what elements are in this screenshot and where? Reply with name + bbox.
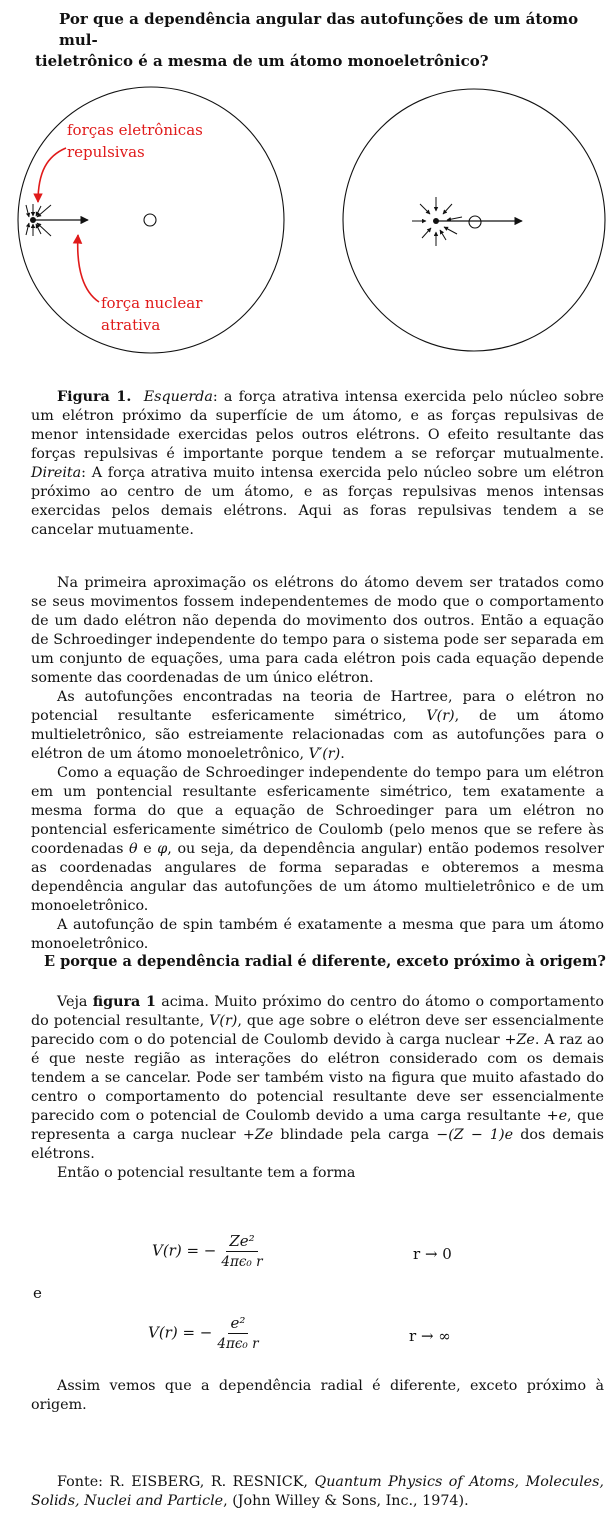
eq2-denominator: 4πϵ₀ r xyxy=(217,1336,259,1352)
caption-right-text: : A força atrativa muito intensa exercida pelo núcleo sobre um elétron próximo ao centro de um átomo, e as forças repulsivas menos intensas exercidas pelos demais elétrons. Aqui as foras repulsivas tendem a se cancelar mutuamente. xyxy=(31,465,604,538)
paragraph-7: Assim vemos que a dependência radial é diferente, exceto próximo à origem. xyxy=(31,1378,604,1413)
figure-caption xyxy=(31,388,604,540)
p5-symbol-e: +e xyxy=(546,1108,568,1124)
source-prefix: Fonte: R. EISBERG, R. RESNICK, xyxy=(57,1474,315,1490)
p5-text-f: blindade pela carga xyxy=(273,1127,437,1143)
p3-symbol-theta: θ xyxy=(129,841,138,857)
paragraph-6: Então o potencial resultante tem a forma xyxy=(57,1165,356,1181)
equation-1 xyxy=(152,1232,268,1271)
p5-symbol-shield: −(Z − 1)e xyxy=(436,1127,514,1143)
p5-symbol-ze-2: +Ze xyxy=(242,1127,274,1143)
conjunction-e: e xyxy=(33,1284,42,1302)
eq2-lhs: V(r) = − xyxy=(148,1323,213,1342)
p3-text-and: e xyxy=(137,841,158,857)
p3-text-a: Como a equação de Schroedinger independente do tempo para um elétron em um pontencial resultante esfericamente simétrico, tem exatamente a mesma forma do que a equação de Schroedinger para um elétron no pontencial esfericamente simétrico de Coulomb (pelo menos que se refere às coordenadas xyxy=(31,765,604,857)
eq1-lhs: V(r) = − xyxy=(152,1241,217,1260)
red-arrow-nuclear xyxy=(78,235,99,302)
p5-figure-ref: figura 1 xyxy=(92,994,156,1010)
caption-right-word: Direita xyxy=(31,465,82,481)
body-section-2 xyxy=(31,993,604,1183)
heading-line-2: tieletrônico é a mesma de um átomo monoeletrônico? xyxy=(35,52,489,70)
caption-left-text: : a força atrativa intensa exercida pelo núcleo sobre um elétron próximo da superfície de um átomo, e as forças repulsivas de menor intensidade exercidas pelos outros elétrons. O efeito resultante das forças repulsivas é importante porque tendem a se reforçar mutualmente. xyxy=(31,389,605,462)
paragraph-3 xyxy=(31,764,604,916)
paragraph-4: A autofunção de spin também é exatamente a mesma que para um átomo monoeletrônico. xyxy=(31,917,604,952)
equation-2-condition: r → ∞ xyxy=(409,1327,451,1345)
caption-label: Figura 1. xyxy=(57,389,132,405)
equation-1-condition: r → 0 xyxy=(413,1245,452,1263)
p2-text-a: As autofunções encontradas na teoria de Hartree, para o elétron no potencial resultante esfericamente simétrico, xyxy=(31,689,604,724)
p5-text-c: , que age sobre o elétron deve ser essencialmente parecido com o do potencial de Coulomb devido à carga nuclear xyxy=(31,1013,604,1048)
body-section-1 xyxy=(31,574,604,954)
p5-text-g: dos demais elétrons. xyxy=(31,1127,605,1162)
p2-symbol-v: V(r) xyxy=(426,708,455,724)
p2-text-b: , de um átomo multieletrônico, são estreiamente relacionadas com as autofunções para o elétron de um átomo monoeletrônico, xyxy=(31,708,605,762)
p5-text-a: Veja xyxy=(57,994,93,1010)
label-repulsive-line2: repulsivas xyxy=(67,143,145,161)
equation-2 xyxy=(148,1314,264,1353)
p2-text-c: . xyxy=(340,746,345,762)
paragraph-5 xyxy=(31,993,604,1164)
right-nucleus xyxy=(469,216,481,228)
left-nucleus xyxy=(144,214,156,226)
label-repulsive-line1: forças eletrônicas xyxy=(67,121,203,139)
caption-left-word: Esquerda xyxy=(143,389,213,405)
p5-text-e: , que representa a carga nuclear xyxy=(31,1108,604,1143)
p2-symbol-vprime: V′(r) xyxy=(308,746,341,762)
p5-text-b: acima. Muito próximo do centro do átomo o comportamento do potencial resultante, xyxy=(31,994,605,1029)
paragraph-2 xyxy=(31,688,604,764)
p5-text-d: . A raz ao é que neste região as interações do elétron considerado com os demais tendem a se cancelar. Pode ser também visto na figura que muito afastado do centro o comportamento do potencial resultante deve ser essencialmente parecido com o potencial de Coulomb devido a uma carga resultante xyxy=(31,1032,605,1124)
section-heading-radial: E porque a dependência radial é diferente, exceto próximo à origem? xyxy=(44,953,606,970)
p5-symbol-ze: +Ze xyxy=(504,1032,535,1048)
eq2-numerator: e² xyxy=(228,1314,249,1334)
eq1-numerator: Ze² xyxy=(226,1232,257,1252)
eq1-fraction xyxy=(218,1232,265,1271)
eq1-denominator: 4πϵ₀ r xyxy=(221,1254,263,1270)
heading-line-1: Por que a dependência angular das autofunções de um átomo mul- xyxy=(59,10,579,49)
p5-symbol-v: V(r) xyxy=(209,1013,238,1029)
source-suffix: , (John Willey & Sons, Inc., 1974). xyxy=(223,1493,469,1509)
source-title: Quantum Physics of Atoms, Molecules, Solids, Nuclei and Particle xyxy=(31,1474,604,1509)
eq2-fraction xyxy=(214,1314,261,1353)
p3-symbol-phi: φ xyxy=(157,841,168,857)
red-arrow-repulsive xyxy=(38,148,66,202)
label-nuclear-line1: força nuclear xyxy=(101,294,203,312)
p3-text-b: , ou seja, da dependência angular) então podemos resolver as coordenadas angulares de forma separadas e obteremos a mesma dependência angular das autofunções de um átomo multieletrônico e de um monoeletrônico. xyxy=(31,841,604,914)
section-heading-angular xyxy=(35,9,605,72)
label-nuclear-line2: atrativa xyxy=(101,316,161,334)
paragraph-1: Na primeira aproximação os elétrons do átomo devem ser tratados como se seus movimentos fossem independentemes de modo que o comportamento de um dado elétron não dependa do movimento dos outros. Então a equação de Schroedinger independente do tempo para o sistema pode ser separada em um conjunto de equações, uma para cada elétron pois cada equação depende somente das coordenadas de um único elétron. xyxy=(31,575,604,686)
source-citation xyxy=(31,1473,604,1511)
figure-atoms xyxy=(0,80,616,390)
